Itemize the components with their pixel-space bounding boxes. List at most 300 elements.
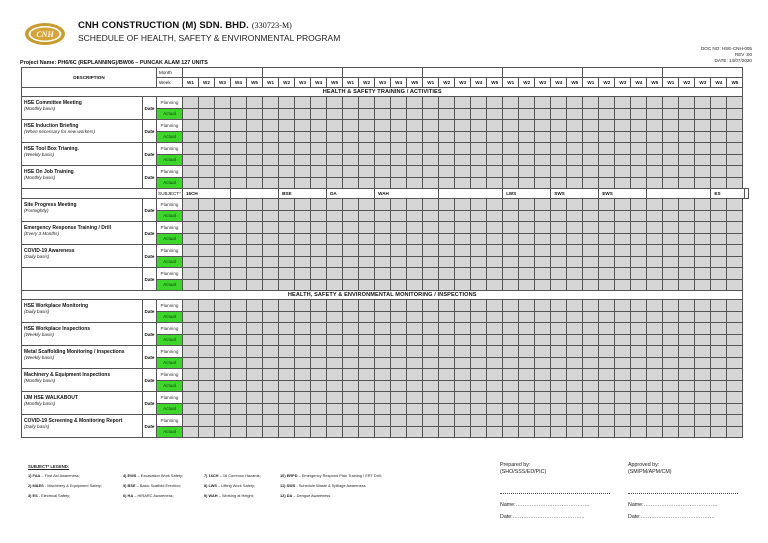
actual-cell[interactable] (423, 426, 439, 438)
planning-cell[interactable] (231, 300, 247, 312)
actual-cell[interactable] (471, 380, 487, 392)
actual-cell[interactable] (695, 177, 711, 189)
approved-name-field[interactable]: Name:…………………………………… (628, 502, 718, 508)
actual-cell[interactable] (247, 334, 263, 346)
actual-cell[interactable] (183, 357, 199, 369)
planning-cell[interactable] (471, 143, 487, 155)
actual-cell[interactable] (583, 279, 599, 291)
planning-cell[interactable] (199, 415, 215, 427)
planning-cell[interactable] (359, 369, 375, 381)
actual-cell[interactable] (327, 233, 343, 245)
actual-cell[interactable] (663, 311, 679, 323)
actual-cell[interactable] (263, 403, 279, 415)
actual-cell[interactable] (327, 177, 343, 189)
actual-cell[interactable] (391, 357, 407, 369)
planning-cell[interactable] (423, 392, 439, 404)
actual-cell[interactable] (551, 108, 567, 120)
actual-cell[interactable] (551, 233, 567, 245)
planning-cell[interactable] (439, 245, 455, 257)
planning-cell[interactable] (631, 392, 647, 404)
actual-cell[interactable] (263, 334, 279, 346)
planning-cell[interactable] (551, 392, 567, 404)
actual-cell[interactable] (263, 154, 279, 166)
actual-cell[interactable] (231, 380, 247, 392)
planning-cell[interactable] (679, 369, 695, 381)
planning-cell[interactable] (679, 415, 695, 427)
planning-cell[interactable] (647, 415, 663, 427)
planning-cell[interactable] (583, 392, 599, 404)
planning-cell[interactable] (231, 166, 247, 178)
actual-cell[interactable] (295, 311, 311, 323)
actual-cell[interactable] (567, 357, 583, 369)
actual-cell[interactable] (215, 108, 231, 120)
actual-cell[interactable] (247, 154, 263, 166)
planning-cell[interactable] (391, 245, 407, 257)
planning-cell[interactable] (263, 392, 279, 404)
actual-cell[interactable] (263, 233, 279, 245)
planning-cell[interactable] (663, 369, 679, 381)
planning-cell[interactable] (615, 120, 631, 132)
actual-cell[interactable] (359, 334, 375, 346)
planning-cell[interactable] (519, 300, 535, 312)
planning-cell[interactable] (583, 143, 599, 155)
planning-cell[interactable] (247, 369, 263, 381)
planning-cell[interactable] (695, 245, 711, 257)
planning-cell[interactable] (391, 300, 407, 312)
actual-cell[interactable] (455, 154, 471, 166)
planning-cell[interactable] (391, 166, 407, 178)
actual-cell[interactable] (647, 426, 663, 438)
planning-cell[interactable] (503, 300, 519, 312)
planning-cell[interactable] (503, 346, 519, 358)
actual-cell[interactable] (599, 210, 615, 222)
planning-cell[interactable] (647, 222, 663, 234)
planning-cell[interactable] (599, 199, 615, 211)
actual-cell[interactable] (647, 334, 663, 346)
planning-cell[interactable] (487, 415, 503, 427)
actual-cell[interactable] (487, 334, 503, 346)
subject-cell[interactable] (439, 189, 503, 199)
actual-cell[interactable] (231, 256, 247, 268)
planning-cell[interactable] (439, 300, 455, 312)
planning-cell[interactable] (215, 323, 231, 335)
actual-cell[interactable] (599, 357, 615, 369)
planning-cell[interactable] (647, 97, 663, 109)
actual-cell[interactable] (503, 233, 519, 245)
actual-cell[interactable] (599, 108, 615, 120)
planning-cell[interactable] (455, 323, 471, 335)
planning-cell[interactable] (247, 346, 263, 358)
actual-cell[interactable] (439, 210, 455, 222)
actual-cell[interactable] (535, 256, 551, 268)
planning-cell[interactable] (519, 369, 535, 381)
planning-cell[interactable] (711, 222, 727, 234)
actual-cell[interactable] (695, 108, 711, 120)
actual-cell[interactable] (327, 279, 343, 291)
actual-cell[interactable] (695, 403, 711, 415)
planning-cell[interactable] (311, 245, 327, 257)
actual-cell[interactable] (407, 311, 423, 323)
actual-cell[interactable] (279, 233, 295, 245)
planning-cell[interactable] (423, 346, 439, 358)
planning-cell[interactable] (183, 415, 199, 427)
actual-cell[interactable] (327, 311, 343, 323)
actual-cell[interactable] (215, 154, 231, 166)
actual-cell[interactable] (519, 210, 535, 222)
actual-cell[interactable] (375, 210, 391, 222)
planning-cell[interactable] (247, 300, 263, 312)
planning-cell[interactable] (567, 222, 583, 234)
planning-cell[interactable] (295, 346, 311, 358)
actual-cell[interactable] (359, 256, 375, 268)
planning-cell[interactable] (711, 323, 727, 335)
actual-cell[interactable] (391, 154, 407, 166)
actual-cell[interactable] (487, 426, 503, 438)
planning-cell[interactable] (487, 120, 503, 132)
actual-cell[interactable] (183, 233, 199, 245)
actual-cell[interactable] (615, 154, 631, 166)
planning-cell[interactable] (199, 268, 215, 280)
actual-cell[interactable] (535, 311, 551, 323)
planning-cell[interactable] (183, 268, 199, 280)
planning-cell[interactable] (247, 323, 263, 335)
actual-cell[interactable] (535, 403, 551, 415)
planning-cell[interactable] (615, 300, 631, 312)
actual-cell[interactable] (615, 380, 631, 392)
actual-cell[interactable] (231, 311, 247, 323)
planning-cell[interactable] (503, 369, 519, 381)
planning-cell[interactable] (423, 369, 439, 381)
actual-cell[interactable] (727, 380, 743, 392)
actual-cell[interactable] (711, 279, 727, 291)
planning-cell[interactable] (231, 143, 247, 155)
planning-cell[interactable] (423, 143, 439, 155)
actual-cell[interactable] (567, 279, 583, 291)
actual-cell[interactable] (199, 426, 215, 438)
planning-cell[interactable] (471, 222, 487, 234)
planning-cell[interactable] (631, 222, 647, 234)
actual-cell[interactable] (343, 357, 359, 369)
actual-cell[interactable] (423, 256, 439, 268)
planning-cell[interactable] (199, 346, 215, 358)
planning-cell[interactable] (455, 268, 471, 280)
actual-cell[interactable] (279, 210, 295, 222)
planning-cell[interactable] (263, 346, 279, 358)
planning-cell[interactable] (727, 120, 743, 132)
planning-cell[interactable] (311, 120, 327, 132)
planning-cell[interactable] (455, 222, 471, 234)
actual-cell[interactable] (631, 357, 647, 369)
planning-cell[interactable] (695, 199, 711, 211)
actual-cell[interactable] (327, 357, 343, 369)
actual-cell[interactable] (295, 357, 311, 369)
planning-cell[interactable] (455, 143, 471, 155)
actual-cell[interactable] (631, 108, 647, 120)
planning-cell[interactable] (295, 97, 311, 109)
planning-cell[interactable] (375, 199, 391, 211)
actual-cell[interactable] (503, 311, 519, 323)
planning-cell[interactable] (263, 323, 279, 335)
actual-cell[interactable] (247, 403, 263, 415)
planning-cell[interactable] (279, 268, 295, 280)
actual-cell[interactable] (503, 334, 519, 346)
actual-cell[interactable] (631, 177, 647, 189)
planning-cell[interactable] (391, 199, 407, 211)
actual-cell[interactable] (407, 177, 423, 189)
actual-cell[interactable] (727, 403, 743, 415)
planning-cell[interactable] (487, 346, 503, 358)
actual-cell[interactable] (679, 233, 695, 245)
planning-cell[interactable] (183, 392, 199, 404)
planning-cell[interactable] (695, 97, 711, 109)
actual-cell[interactable] (487, 311, 503, 323)
planning-cell[interactable] (183, 143, 199, 155)
planning-cell[interactable] (519, 268, 535, 280)
planning-cell[interactable] (679, 268, 695, 280)
actual-cell[interactable] (599, 131, 615, 143)
actual-cell[interactable] (199, 131, 215, 143)
planning-cell[interactable] (663, 245, 679, 257)
planning-cell[interactable] (631, 245, 647, 257)
planning-cell[interactable] (663, 323, 679, 335)
actual-cell[interactable] (439, 334, 455, 346)
planning-cell[interactable] (487, 166, 503, 178)
actual-cell[interactable] (695, 131, 711, 143)
planning-cell[interactable] (375, 166, 391, 178)
planning-cell[interactable] (279, 392, 295, 404)
planning-cell[interactable] (343, 392, 359, 404)
planning-cell[interactable] (423, 199, 439, 211)
planning-cell[interactable] (631, 323, 647, 335)
actual-cell[interactable] (695, 256, 711, 268)
actual-cell[interactable] (679, 403, 695, 415)
subject-cell[interactable] (231, 189, 279, 199)
planning-cell[interactable] (327, 222, 343, 234)
actual-cell[interactable] (183, 426, 199, 438)
planning-cell[interactable] (263, 120, 279, 132)
planning-cell[interactable] (615, 97, 631, 109)
actual-cell[interactable] (311, 380, 327, 392)
planning-cell[interactable] (487, 392, 503, 404)
planning-cell[interactable] (503, 143, 519, 155)
planning-cell[interactable] (519, 120, 535, 132)
planning-cell[interactable] (183, 199, 199, 211)
planning-cell[interactable] (359, 120, 375, 132)
planning-cell[interactable] (423, 222, 439, 234)
actual-cell[interactable] (631, 154, 647, 166)
actual-cell[interactable] (551, 131, 567, 143)
planning-cell[interactable] (647, 369, 663, 381)
actual-cell[interactable] (359, 131, 375, 143)
planning-cell[interactable] (487, 369, 503, 381)
planning-cell[interactable] (215, 143, 231, 155)
planning-cell[interactable] (695, 143, 711, 155)
actual-cell[interactable] (295, 380, 311, 392)
actual-cell[interactable] (183, 108, 199, 120)
planning-cell[interactable] (711, 143, 727, 155)
actual-cell[interactable] (215, 177, 231, 189)
actual-cell[interactable] (359, 233, 375, 245)
planning-cell[interactable] (183, 245, 199, 257)
actual-cell[interactable] (455, 426, 471, 438)
actual-cell[interactable] (583, 108, 599, 120)
planning-cell[interactable] (295, 323, 311, 335)
actual-cell[interactable] (599, 256, 615, 268)
actual-cell[interactable] (215, 279, 231, 291)
actual-cell[interactable] (455, 334, 471, 346)
actual-cell[interactable] (359, 311, 375, 323)
planning-cell[interactable] (183, 166, 199, 178)
actual-cell[interactable] (439, 256, 455, 268)
planning-cell[interactable] (727, 199, 743, 211)
planning-cell[interactable] (375, 300, 391, 312)
actual-cell[interactable] (567, 233, 583, 245)
actual-cell[interactable] (439, 403, 455, 415)
planning-cell[interactable] (423, 166, 439, 178)
actual-cell[interactable] (695, 311, 711, 323)
planning-cell[interactable] (471, 268, 487, 280)
actual-cell[interactable] (487, 256, 503, 268)
planning-cell[interactable] (439, 346, 455, 358)
planning-cell[interactable] (615, 392, 631, 404)
planning-cell[interactable] (215, 120, 231, 132)
actual-cell[interactable] (519, 131, 535, 143)
actual-cell[interactable] (375, 177, 391, 189)
actual-cell[interactable] (503, 357, 519, 369)
actual-cell[interactable] (343, 311, 359, 323)
actual-cell[interactable] (423, 403, 439, 415)
planning-cell[interactable] (327, 120, 343, 132)
planning-cell[interactable] (359, 166, 375, 178)
actual-cell[interactable] (503, 403, 519, 415)
planning-cell[interactable] (375, 222, 391, 234)
planning-cell[interactable] (551, 300, 567, 312)
actual-cell[interactable] (359, 210, 375, 222)
planning-cell[interactable] (311, 166, 327, 178)
actual-cell[interactable] (711, 154, 727, 166)
actual-cell[interactable] (631, 334, 647, 346)
planning-cell[interactable] (663, 222, 679, 234)
planning-cell[interactable] (711, 346, 727, 358)
actual-cell[interactable] (615, 256, 631, 268)
actual-cell[interactable] (183, 403, 199, 415)
actual-cell[interactable] (615, 210, 631, 222)
actual-cell[interactable] (679, 279, 695, 291)
actual-cell[interactable] (247, 210, 263, 222)
planning-cell[interactable] (391, 143, 407, 155)
planning-cell[interactable] (375, 120, 391, 132)
planning-cell[interactable] (711, 415, 727, 427)
planning-cell[interactable] (679, 346, 695, 358)
planning-cell[interactable] (263, 268, 279, 280)
planning-cell[interactable] (391, 392, 407, 404)
planning-cell[interactable] (407, 346, 423, 358)
actual-cell[interactable] (535, 177, 551, 189)
planning-cell[interactable] (567, 392, 583, 404)
actual-cell[interactable] (231, 279, 247, 291)
planning-cell[interactable] (359, 222, 375, 234)
planning-cell[interactable] (343, 143, 359, 155)
actual-cell[interactable] (679, 380, 695, 392)
planning-cell[interactable] (343, 245, 359, 257)
planning-cell[interactable] (679, 97, 695, 109)
planning-cell[interactable] (503, 166, 519, 178)
actual-cell[interactable] (343, 279, 359, 291)
actual-cell[interactable] (551, 357, 567, 369)
actual-cell[interactable] (631, 380, 647, 392)
planning-cell[interactable] (295, 245, 311, 257)
month-cell[interactable] (583, 68, 663, 78)
planning-cell[interactable] (359, 300, 375, 312)
actual-cell[interactable] (615, 233, 631, 245)
planning-cell[interactable] (551, 245, 567, 257)
planning-cell[interactable] (679, 245, 695, 257)
actual-cell[interactable] (311, 256, 327, 268)
actual-cell[interactable] (327, 334, 343, 346)
planning-cell[interactable] (663, 300, 679, 312)
actual-cell[interactable] (663, 154, 679, 166)
planning-cell[interactable] (663, 392, 679, 404)
actual-cell[interactable] (359, 177, 375, 189)
planning-cell[interactable] (599, 346, 615, 358)
planning-cell[interactable] (295, 369, 311, 381)
actual-cell[interactable] (567, 403, 583, 415)
planning-cell[interactable] (535, 392, 551, 404)
planning-cell[interactable] (199, 300, 215, 312)
actual-cell[interactable] (455, 403, 471, 415)
actual-cell[interactable] (519, 233, 535, 245)
planning-cell[interactable] (503, 392, 519, 404)
actual-cell[interactable] (407, 426, 423, 438)
actual-cell[interactable] (647, 177, 663, 189)
planning-cell[interactable] (407, 323, 423, 335)
actual-cell[interactable] (599, 426, 615, 438)
actual-cell[interactable] (679, 108, 695, 120)
planning-cell[interactable] (359, 97, 375, 109)
planning-cell[interactable] (359, 415, 375, 427)
planning-cell[interactable] (535, 346, 551, 358)
planning-cell[interactable] (295, 120, 311, 132)
actual-cell[interactable] (535, 233, 551, 245)
actual-cell[interactable] (199, 233, 215, 245)
planning-cell[interactable] (183, 222, 199, 234)
actual-cell[interactable] (567, 108, 583, 120)
actual-cell[interactable] (535, 426, 551, 438)
planning-cell[interactable] (679, 120, 695, 132)
actual-cell[interactable] (199, 311, 215, 323)
actual-cell[interactable] (311, 108, 327, 120)
planning-cell[interactable] (535, 120, 551, 132)
planning-cell[interactable] (439, 369, 455, 381)
actual-cell[interactable] (263, 279, 279, 291)
planning-cell[interactable] (263, 300, 279, 312)
planning-cell[interactable] (359, 268, 375, 280)
actual-cell[interactable] (503, 177, 519, 189)
actual-cell[interactable] (599, 334, 615, 346)
actual-cell[interactable] (679, 210, 695, 222)
actual-cell[interactable] (391, 233, 407, 245)
planning-cell[interactable] (551, 166, 567, 178)
planning-cell[interactable] (711, 300, 727, 312)
planning-cell[interactable] (519, 415, 535, 427)
planning-cell[interactable] (551, 120, 567, 132)
planning-cell[interactable] (247, 143, 263, 155)
planning-cell[interactable] (391, 222, 407, 234)
planning-cell[interactable] (247, 222, 263, 234)
planning-cell[interactable] (663, 120, 679, 132)
actual-cell[interactable] (471, 233, 487, 245)
actual-cell[interactable] (311, 311, 327, 323)
